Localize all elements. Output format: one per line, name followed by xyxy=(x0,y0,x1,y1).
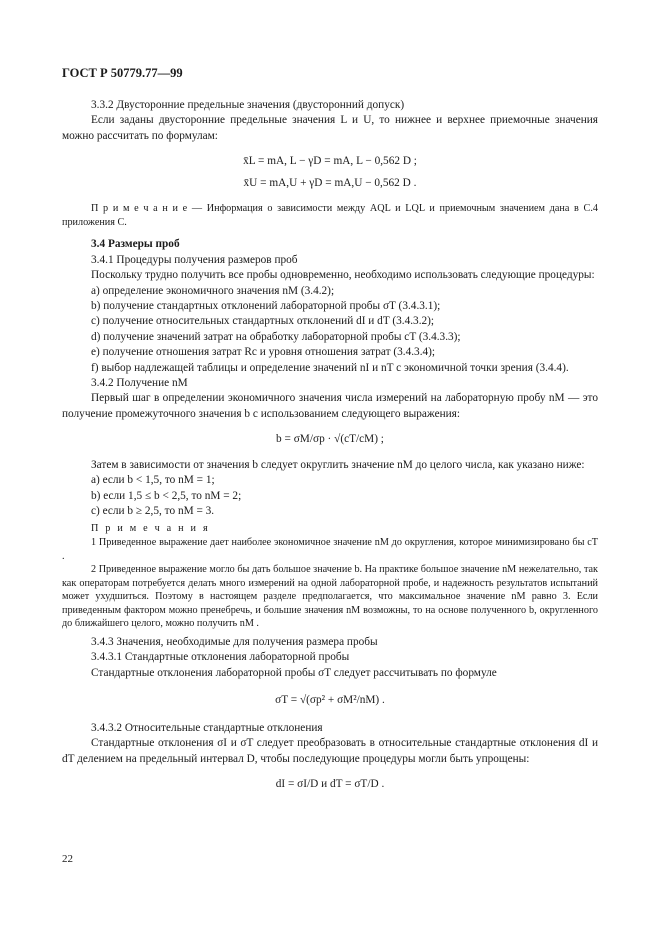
section-3-4-heading: 3.4 Размеры проб xyxy=(91,238,180,251)
section-3-4-2-text2: Затем в зависимости от значения b следует округлить значение nM до целого числа, как указано ниже: xyxy=(91,458,585,471)
formula-sigma-t: σT = √(σp² + σM²/nM) . xyxy=(275,694,385,707)
note-1: 1 Приведенное выражение дает наиболее экономичное значение nM до округления, которое минимизировано бы cT . xyxy=(62,536,598,562)
section-3-3-2-heading: 3.3.2 Двусторонние предельные значения (двусторонний допуск) xyxy=(91,99,405,111)
formula-upper-acceptance: x̄U = mA,U + γD = mA,U − 0,562 D . xyxy=(243,177,417,190)
section-3-4-3-1-text: Стандартные отклонения лабораторной пробы σT следует рассчитывать по формуле xyxy=(91,666,497,679)
section-3-4-2-text: Первый шаг в определении экономичного значения числа измерений на лабораторную пробу nM — это получение промежуточного значения b с использованием следующего выражения: xyxy=(62,392,598,420)
section-3-4-2-heading: 3.4.2 Получение nM xyxy=(91,377,188,390)
formula-b: b = σM/σp · √(cT/cM) ; xyxy=(276,433,384,446)
note-2: 2 Приведенное выражение могло бы дать большое значение b. На практике большое значение nM нежелательно, так как операторам потребуется делать много измерений на одной лабораторной пробе, и надежность результатов испытаний может ухудшиться. Поэтому в настоящем разделе предполагается, что максимальное значение nM равно 3. Если приведенным фактором можно пренебречь, и большие значения nM возможны, то на основе полученного b, округленного до ближайшего целого, можно получить nM . xyxy=(62,564,598,630)
list-item: e) получение отношения затрат Rc и уровня отношения затрат (3.4.3.4); xyxy=(91,346,436,359)
section-3-4-1-intro: Поскольку трудно получить все пробы одновременно, необходимо использовать следующие процедуры: xyxy=(91,269,595,282)
section-3-3-2-text: Если заданы двусторонние предельные значения L и U, то нижнее и верхнее приемочные значения можно рассчитать по формулам: xyxy=(62,114,598,142)
section-3-4-1-heading: 3.4.1 Процедуры получения размеров проб xyxy=(91,253,298,266)
page-body xyxy=(62,98,598,792)
list-item: а) определение экономичного значения nM (3.4.2); xyxy=(91,284,335,297)
formula-acceptance-values xyxy=(62,150,598,194)
list-item: d) получение значений затрат на обработку лабораторной пробы cT (3.4.3.3); xyxy=(91,330,461,343)
list-item: b) получение стандартных отклонений лабораторной пробы σT (3.4.3.1); xyxy=(91,300,441,313)
page-number: 22 xyxy=(62,853,73,865)
section-3-4-3-2-text: Стандартные отклонения σI и σT следует преобразовать в относительные стандартные отклонения dI и dT делением на предельный интервал D, чтобы последующие процедуры могли быть упрощены: xyxy=(62,737,598,765)
section-3-4-3-heading: 3.4.3 Значения, необходимые для получения размера пробы xyxy=(91,636,378,649)
section-3-4-3-1-heading: 3.4.3.1 Стандартные отклонения лабораторной пробы xyxy=(91,651,350,664)
section-3-3-2-note: П р и м е ч а н и е — Информация о зависимости между AQL и LQL и приемочным значением дана в С.4 приложения С. xyxy=(62,203,598,228)
formula-relative-deviations: dI = σI/D и dT = σT/D . xyxy=(275,777,385,790)
document-header: ГОСТ Р 50779.77—99 xyxy=(62,66,183,80)
case-item: b) если 1,5 ≤ b < 2,5, то nM = 2; xyxy=(91,489,242,502)
case-item: а) если b < 1,5, то nM = 1; xyxy=(91,474,215,487)
notes-title: П р и м е ч а н и я xyxy=(91,523,210,535)
document-page xyxy=(62,0,598,936)
case-item: c) если b ≥ 2,5, то nM = 3. xyxy=(91,504,215,517)
list-item: f) выбор надлежащей таблицы и определение значений nI и nT с экономичной точки зрения (3.4.4). xyxy=(91,361,569,374)
formula-lower-acceptance: x̄L = mA, L − γD = mA, L − 0,562 D ; xyxy=(243,155,417,168)
list-item: c) получение относительных стандартных отклонений dI и dT (3.4.3.2); xyxy=(91,315,435,328)
section-3-4-3-2-heading: 3.4.3.2 Относительные стандартные отклонения xyxy=(91,721,323,734)
